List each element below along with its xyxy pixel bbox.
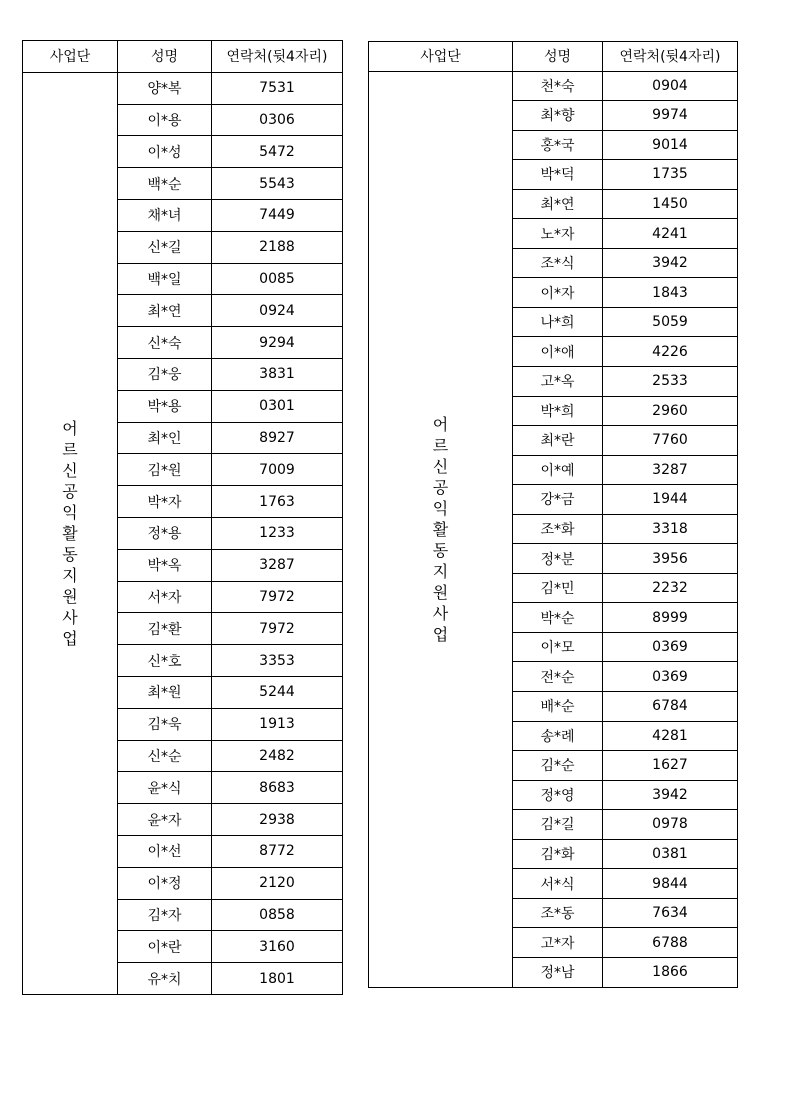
participant-table-left bbox=[22, 40, 343, 995]
name-cell: 정*영 bbox=[513, 780, 603, 810]
name-cell: 최*란 bbox=[513, 426, 603, 456]
name-cell: 유*치 bbox=[118, 963, 212, 995]
name-cell: 백*일 bbox=[118, 263, 212, 295]
phone-cell: 7531 bbox=[212, 72, 343, 104]
phone-cell: 7449 bbox=[212, 199, 343, 231]
group-cell bbox=[369, 71, 513, 987]
name-cell: 이*선 bbox=[118, 835, 212, 867]
name-cell: 김*민 bbox=[513, 573, 603, 603]
phone-cell: 7634 bbox=[603, 898, 738, 928]
phone-cell: 2188 bbox=[212, 231, 343, 263]
header-group: 사업단 bbox=[23, 41, 118, 73]
phone-cell: 8772 bbox=[212, 835, 343, 867]
phone-cell: 5472 bbox=[212, 136, 343, 168]
phone-cell: 0978 bbox=[603, 810, 738, 840]
name-cell: 박*자 bbox=[118, 486, 212, 518]
phone-cell: 1944 bbox=[603, 485, 738, 515]
phone-cell: 1843 bbox=[603, 278, 738, 308]
table-body bbox=[369, 71, 738, 987]
name-cell: 최*연 bbox=[118, 295, 212, 327]
phone-cell: 1763 bbox=[212, 486, 343, 518]
table-body bbox=[23, 72, 343, 994]
name-cell: 김*길 bbox=[513, 810, 603, 840]
phone-cell: 2482 bbox=[212, 740, 343, 772]
name-cell: 김*웅 bbox=[118, 358, 212, 390]
phone-cell: 0924 bbox=[212, 295, 343, 327]
name-cell: 정*용 bbox=[118, 517, 212, 549]
phone-cell: 0306 bbox=[212, 104, 343, 136]
phone-cell: 3942 bbox=[603, 248, 738, 278]
phone-cell: 5543 bbox=[212, 168, 343, 200]
phone-cell: 9844 bbox=[603, 869, 738, 899]
phone-cell: 6788 bbox=[603, 928, 738, 958]
phone-cell: 4241 bbox=[603, 219, 738, 249]
name-cell: 이*애 bbox=[513, 337, 603, 367]
name-cell: 송*례 bbox=[513, 721, 603, 751]
table-header-row bbox=[369, 42, 738, 72]
name-cell: 정*분 bbox=[513, 544, 603, 574]
phone-cell: 3318 bbox=[603, 514, 738, 544]
name-cell: 이*정 bbox=[118, 867, 212, 899]
name-cell: 이*란 bbox=[118, 931, 212, 963]
phone-cell: 0381 bbox=[603, 839, 738, 869]
name-cell: 고*자 bbox=[513, 928, 603, 958]
phone-cell: 8927 bbox=[212, 422, 343, 454]
name-cell: 윤*자 bbox=[118, 804, 212, 836]
name-cell: 서*식 bbox=[513, 869, 603, 899]
header-group: 사업단 bbox=[369, 42, 513, 72]
name-cell: 천*숙 bbox=[513, 71, 603, 101]
name-cell: 이*모 bbox=[513, 632, 603, 662]
name-cell: 윤*식 bbox=[118, 772, 212, 804]
phone-cell: 2960 bbox=[603, 396, 738, 426]
name-cell: 박*희 bbox=[513, 396, 603, 426]
name-cell: 조*동 bbox=[513, 898, 603, 928]
name-cell: 이*성 bbox=[118, 136, 212, 168]
name-cell: 배*순 bbox=[513, 692, 603, 722]
phone-cell: 7009 bbox=[212, 454, 343, 486]
group-label: 어르신공익활동지원사업 bbox=[62, 418, 78, 648]
name-cell: 채*녀 bbox=[118, 199, 212, 231]
phone-cell: 6784 bbox=[603, 692, 738, 722]
group-label: 어르신공익활동지원사업 bbox=[432, 414, 449, 644]
phone-cell: 2533 bbox=[603, 367, 738, 397]
header-phone: 연락처(뒷4자리) bbox=[603, 42, 738, 72]
table-row bbox=[369, 71, 738, 101]
name-cell: 이*용 bbox=[118, 104, 212, 136]
phone-cell: 3942 bbox=[603, 780, 738, 810]
name-cell: 최*인 bbox=[118, 422, 212, 454]
name-cell: 최*향 bbox=[513, 101, 603, 131]
phone-cell: 5059 bbox=[603, 307, 738, 337]
phone-cell: 4281 bbox=[603, 721, 738, 751]
name-cell: 박*옥 bbox=[118, 549, 212, 581]
name-cell: 노*자 bbox=[513, 219, 603, 249]
phone-cell: 0858 bbox=[212, 899, 343, 931]
name-cell: 이*자 bbox=[513, 278, 603, 308]
name-cell: 김*원 bbox=[118, 454, 212, 486]
phone-cell: 1913 bbox=[212, 708, 343, 740]
phone-cell: 2938 bbox=[212, 804, 343, 836]
phone-cell: 8999 bbox=[603, 603, 738, 633]
name-cell: 김*욱 bbox=[118, 708, 212, 740]
phone-cell: 1450 bbox=[603, 189, 738, 219]
name-cell: 신*숙 bbox=[118, 327, 212, 359]
name-cell: 신*호 bbox=[118, 645, 212, 677]
name-cell: 백*순 bbox=[118, 168, 212, 200]
table-header-row bbox=[23, 41, 343, 73]
phone-cell: 8683 bbox=[212, 772, 343, 804]
phone-cell: 3160 bbox=[212, 931, 343, 963]
name-cell: 전*순 bbox=[513, 662, 603, 692]
phone-cell: 1866 bbox=[603, 957, 738, 987]
phone-cell: 5244 bbox=[212, 676, 343, 708]
phone-cell: 0904 bbox=[603, 71, 738, 101]
phone-cell: 4226 bbox=[603, 337, 738, 367]
header-name: 성명 bbox=[513, 42, 603, 72]
name-cell: 김*화 bbox=[513, 839, 603, 869]
phone-cell: 7760 bbox=[603, 426, 738, 456]
name-cell: 조*화 bbox=[513, 514, 603, 544]
name-cell: 신*순 bbox=[118, 740, 212, 772]
name-cell: 최*원 bbox=[118, 676, 212, 708]
phone-cell: 0369 bbox=[603, 632, 738, 662]
name-cell: 고*옥 bbox=[513, 367, 603, 397]
name-cell: 홍*국 bbox=[513, 130, 603, 160]
phone-cell: 2232 bbox=[603, 573, 738, 603]
phone-cell: 2120 bbox=[212, 867, 343, 899]
header-phone: 연락처(뒷4자리) bbox=[212, 41, 343, 73]
phone-cell: 1801 bbox=[212, 963, 343, 995]
phone-cell: 3287 bbox=[603, 455, 738, 485]
phone-cell: 3287 bbox=[212, 549, 343, 581]
name-cell: 박*덕 bbox=[513, 160, 603, 190]
name-cell: 양*복 bbox=[118, 72, 212, 104]
phone-cell: 1627 bbox=[603, 751, 738, 781]
name-cell: 최*연 bbox=[513, 189, 603, 219]
phone-cell: 7972 bbox=[212, 581, 343, 613]
name-cell: 강*금 bbox=[513, 485, 603, 515]
participant-table-right bbox=[368, 41, 738, 988]
header-name: 성명 bbox=[118, 41, 212, 73]
name-cell: 김*자 bbox=[118, 899, 212, 931]
phone-cell: 9294 bbox=[212, 327, 343, 359]
name-cell: 박*순 bbox=[513, 603, 603, 633]
phone-cell: 7972 bbox=[212, 613, 343, 645]
phone-cell: 3956 bbox=[603, 544, 738, 574]
name-cell: 조*식 bbox=[513, 248, 603, 278]
table-row bbox=[23, 72, 343, 104]
phone-cell: 9974 bbox=[603, 101, 738, 131]
phone-cell: 1735 bbox=[603, 160, 738, 190]
phone-cell: 1233 bbox=[212, 517, 343, 549]
name-cell: 신*길 bbox=[118, 231, 212, 263]
name-cell: 나*희 bbox=[513, 307, 603, 337]
group-cell bbox=[23, 72, 118, 994]
phone-cell: 3353 bbox=[212, 645, 343, 677]
phone-cell: 0369 bbox=[603, 662, 738, 692]
name-cell: 이*예 bbox=[513, 455, 603, 485]
name-cell: 정*남 bbox=[513, 957, 603, 987]
phone-cell: 0085 bbox=[212, 263, 343, 295]
phone-cell: 0301 bbox=[212, 390, 343, 422]
name-cell: 김*환 bbox=[118, 613, 212, 645]
name-cell: 서*자 bbox=[118, 581, 212, 613]
name-cell: 김*순 bbox=[513, 751, 603, 781]
name-cell: 박*용 bbox=[118, 390, 212, 422]
phone-cell: 9014 bbox=[603, 130, 738, 160]
phone-cell: 3831 bbox=[212, 358, 343, 390]
